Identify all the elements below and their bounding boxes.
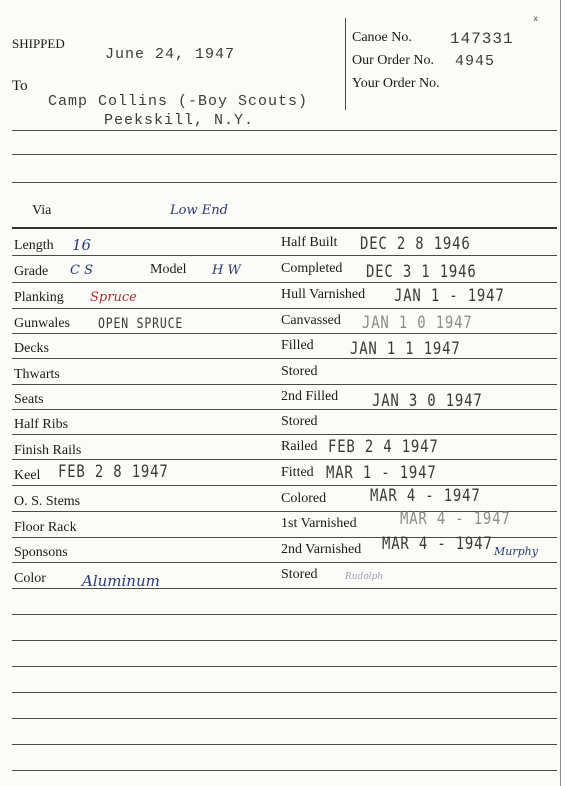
stored-label-2: Stored xyxy=(281,414,318,429)
to-label: To xyxy=(12,78,28,94)
row-rule xyxy=(12,358,557,359)
shipped-date: June 24, 1947 xyxy=(105,46,236,63)
finish-rails-label: Finish Rails xyxy=(14,443,82,458)
canoe-no-check-mark: ˣ xyxy=(532,14,541,28)
canvassed-date: JAN 1 0 1947 xyxy=(362,313,473,333)
blank-rule xyxy=(12,614,557,615)
model-value: H W xyxy=(212,263,241,278)
shipped-label: SHIPPED xyxy=(12,36,65,51)
address-rule-3 xyxy=(12,182,557,183)
blank-rule xyxy=(12,770,557,771)
color-value: Aluminum xyxy=(82,572,160,590)
first-varnished-label: 1st Varnished xyxy=(281,516,357,531)
second-filled-label: 2nd Filled xyxy=(281,389,339,404)
half-ribs-label: Half Ribs xyxy=(14,417,69,432)
via-value: Low End xyxy=(170,203,228,218)
gunwales-value: OPEN SPRUCE xyxy=(98,316,184,332)
fitted-date: MAR 1 - 1947 xyxy=(326,463,437,483)
thwarts-label: Thwarts xyxy=(14,367,60,382)
via-label: Via xyxy=(32,203,52,218)
first-varnished-date: MAR 4 - 1947 xyxy=(400,509,511,529)
row-rule xyxy=(12,333,557,334)
blank-rule xyxy=(12,692,557,693)
colored-label: Colored xyxy=(281,491,327,506)
address-rule-2 xyxy=(12,154,557,155)
gunwales-label: Gunwales xyxy=(14,316,70,331)
row-rule xyxy=(12,282,557,283)
stored-initials: Rudolph xyxy=(345,572,384,582)
keel-value: FEB 2 8 1947 xyxy=(58,462,169,482)
blank-rule xyxy=(12,744,557,745)
os-stems-label: O. S. Stems xyxy=(14,494,81,509)
railed-label: Railed xyxy=(281,439,318,454)
length-value: 16 xyxy=(72,236,92,254)
seats-label: Seats xyxy=(14,392,44,407)
second-varnished-date: MAR 4 - 1947 xyxy=(382,534,493,554)
planking-value: Spruce xyxy=(90,290,137,305)
half-built-date: DEC 2 8 1946 xyxy=(360,234,471,254)
row-rule xyxy=(12,384,557,385)
floor-rack-label: Floor Rack xyxy=(14,520,77,535)
fitted-label: Fitted xyxy=(281,465,314,480)
row-rule xyxy=(12,434,557,435)
blank-rule xyxy=(12,640,557,641)
row-rule xyxy=(12,562,557,563)
to-address-line1: Camp Collins (-Boy Scouts) xyxy=(48,93,309,110)
decks-label: Decks xyxy=(14,341,49,356)
second-varnished-initials: Murphy xyxy=(494,545,538,558)
stored-label-1: Stored xyxy=(281,364,318,379)
keel-label: Keel xyxy=(14,468,41,483)
completed-label: Completed xyxy=(281,261,343,276)
your-order-label: Your Order No. xyxy=(352,76,440,91)
order-box-divider xyxy=(345,18,346,110)
canvassed-label: Canvassed xyxy=(281,313,341,328)
planking-label: Planking xyxy=(14,290,64,305)
grade-label: Grade xyxy=(14,264,49,279)
filled-date: JAN 1 1 1947 xyxy=(350,339,461,359)
canoe-no-label: Canoe No. xyxy=(352,30,412,45)
colored-date: MAR 4 - 1947 xyxy=(370,486,481,506)
railed-date: FEB 2 4 1947 xyxy=(328,437,439,457)
row-rule xyxy=(12,255,557,256)
color-label: Color xyxy=(14,571,46,586)
grade-value: C S xyxy=(70,263,93,278)
half-built-label: Half Built xyxy=(281,235,338,250)
address-rule-1 xyxy=(12,130,557,131)
to-address-line2: Peekskill, N.Y. xyxy=(104,112,255,129)
row-rule xyxy=(12,308,557,309)
sponsons-label: Sponsons xyxy=(14,545,68,560)
blank-rule xyxy=(12,718,557,719)
stored-label-3: Stored xyxy=(281,567,318,582)
length-label: Length xyxy=(14,238,54,253)
model-label: Model xyxy=(150,262,187,277)
hull-varnished-label: Hull Varnished xyxy=(281,287,366,302)
section-divider xyxy=(12,227,557,229)
our-order-label: Our Order No. xyxy=(352,53,435,68)
canoe-no-value: 147331 xyxy=(450,30,514,48)
filled-label: Filled xyxy=(281,338,314,353)
second-filled-date: JAN 3 0 1947 xyxy=(372,391,483,411)
row-rule xyxy=(12,459,557,460)
hull-varnished-date: JAN 1 - 1947 xyxy=(394,286,505,306)
second-varnished-label: 2nd Varnished xyxy=(281,542,362,557)
blank-rule xyxy=(12,666,557,667)
our-order-value: 4945 xyxy=(455,53,496,70)
completed-date: DEC 3 1 1946 xyxy=(366,262,477,282)
